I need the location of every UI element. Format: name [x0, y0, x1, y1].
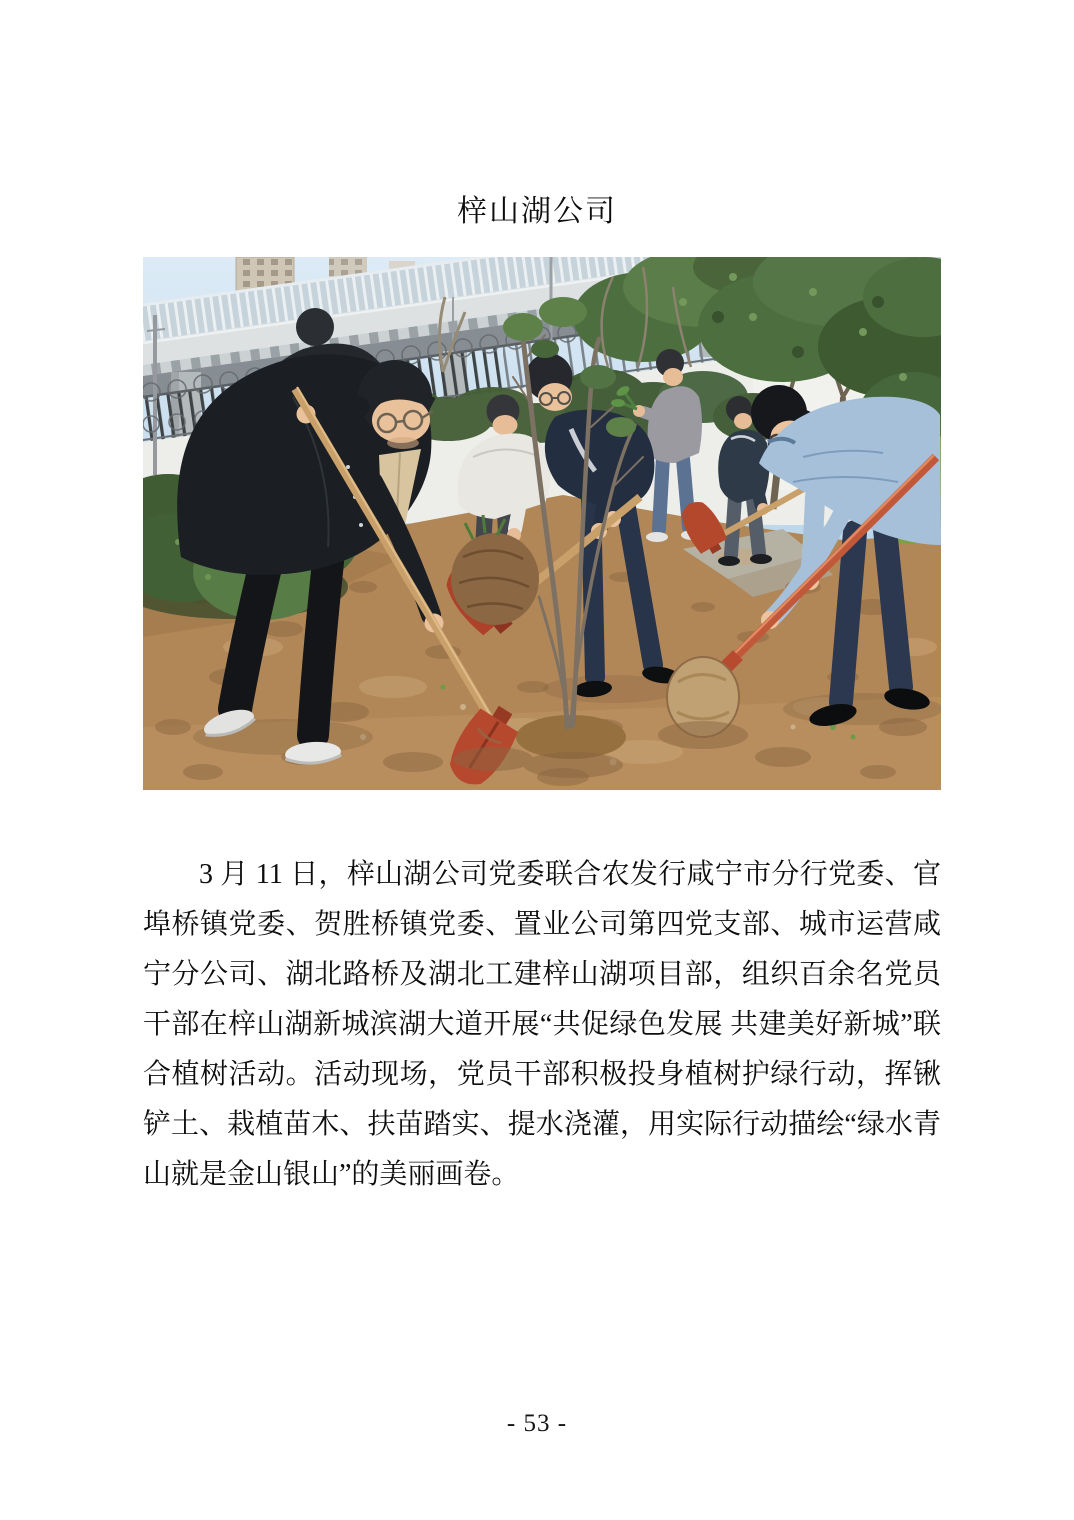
photo-illustration — [143, 257, 941, 790]
body-paragraph: 3 月 11 日，梓山湖公司党委联合农发行咸宁市分行党委、官埠桥镇党委、贺胜桥镇党委、置业公司第四党支部、城市运营咸宁分公司、湖北路桥及湖北工建梓山湖项目部，组织百余名党员干部在梓山湖新城滨湖大道开展“共促绿色发展 共建美好新城”联合植树活动。活动现场，党员干部积极投身植树护绿行动，挥锹铲土、栽植苗木、扶苗踏实、提水浇灌，用实际行动描绘“绿水青山就是金山银山”的美丽画卷。 — [143, 859, 941, 1190]
page-title: 梓山湖公司 — [457, 195, 617, 228]
page-number: - 53 - — [506, 1410, 568, 1437]
photo-tree-planting — [143, 257, 941, 790]
